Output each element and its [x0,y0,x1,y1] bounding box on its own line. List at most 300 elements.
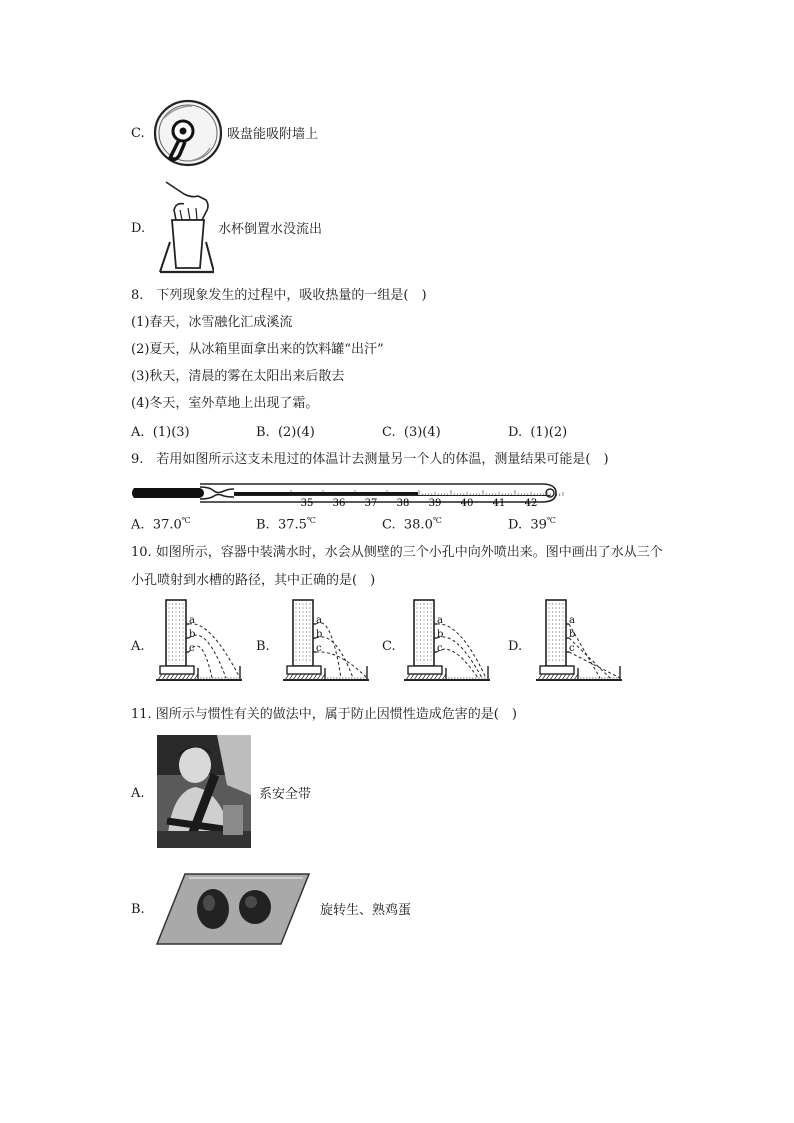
water-dot [302,647,303,648]
unit-label: ℃ [432,516,442,525]
question-11-option-a-text: 系安全带 [259,787,312,802]
water-dot [555,623,556,624]
water-dot [295,615,296,616]
question-9-option-c[interactable] [382,517,442,531]
water-dot [168,623,169,624]
water-dot [416,659,417,660]
water-dot [306,643,307,644]
hole-label: b [189,629,196,640]
water-dot [179,643,180,644]
question-10-stem-1: 10. 如图所示，容器中装满水时，水会从侧壁的三个小孔中向外喷出来。图中画出了水从三个 [131,545,663,560]
water-dot [562,611,563,612]
water-dot [168,607,169,608]
water-dot [182,615,183,616]
water-dot [172,651,173,652]
water-dot [552,615,553,616]
water-dot [427,627,428,628]
water-dot [302,635,303,636]
question-9-option-b[interactable] [256,517,316,531]
question-8-line-4: (4)冬天，室外草地上出现了霜。 [131,396,319,411]
water-dot [416,623,417,624]
water-dot [562,615,563,616]
question-11-option-b-letter[interactable]: B. [131,902,145,917]
water-dot [309,639,310,640]
water-dot [182,611,183,612]
water-dot [552,623,553,624]
water-dot [299,623,300,624]
water-dot [548,659,549,660]
water-dot [420,639,421,640]
water-dot [302,623,303,624]
spinning-eggs-icon [155,868,311,948]
hole-label: c [316,643,322,654]
question-8-option-b[interactable] [256,426,315,439]
water-dot [172,659,173,660]
water-dot [172,623,173,624]
water-dot [416,639,417,640]
water-dot [562,627,563,628]
water-dot [430,639,431,640]
water-dot [182,603,183,604]
water-dot [295,643,296,644]
water-dot [427,635,428,636]
water-dot [562,643,563,644]
water-dot [416,619,417,620]
water-dot [548,603,549,604]
water-dot [559,655,560,656]
water-dot [175,655,176,656]
water-dot [427,615,428,616]
hole-label: b [437,629,444,640]
water-dot [420,655,421,656]
water-dot [559,631,560,632]
water-dot [302,627,303,628]
option-text: (2)(4) [277,425,315,440]
water-dot [295,619,296,620]
water-dot [299,619,300,620]
water-dot [423,603,424,604]
hole-label: a [189,615,195,626]
water-dot [562,647,563,648]
water-dot [172,655,173,656]
water-dot [423,615,424,616]
option-value: 38.0 [403,517,433,533]
water-dot [306,619,307,620]
question-9-option-d[interactable] [508,517,556,531]
water-dot [420,659,421,660]
water-dot [179,651,180,652]
water-dot [552,659,553,660]
water-dot [548,619,549,620]
water-dot [423,651,424,652]
water-dot [182,627,183,628]
water-dot [555,639,556,640]
water-dot [179,615,180,616]
water-dot [423,643,424,644]
water-dot [309,647,310,648]
question-10-option-c-letter[interactable]: C. [382,639,396,654]
water-dot [182,647,183,648]
hole-label: b [569,629,576,640]
water-dot [299,647,300,648]
water-dot [168,655,169,656]
option-letter: C. [382,517,396,533]
water-dot [427,607,428,608]
water-jet-figure-b [281,598,371,690]
water-dot [420,607,421,608]
hole-label: a [569,615,575,626]
water-jet-path [189,624,240,678]
option-7c-text: 吸盘能吸附墙上 [227,127,319,142]
water-dot [302,619,303,620]
water-dot [299,603,300,604]
water-dot [427,647,428,648]
water-dot [430,643,431,644]
water-dot [179,623,180,624]
water-dot [548,607,549,608]
water-dot [168,615,169,616]
water-dot [172,603,173,604]
water-dot [427,631,428,632]
water-dot [555,603,556,604]
option-letter: C. [382,425,396,440]
water-dot [430,623,431,624]
water-dot [179,607,180,608]
water-dot [427,659,428,660]
hole-label: c [189,643,195,654]
water-dot [172,627,173,628]
water-dot [552,639,553,640]
hole-label: a [437,615,443,626]
water-dot [302,639,303,640]
inverted-cup-icon [154,180,214,276]
question-10-stem-2: 小孔喷射到水槽的路径，其中正确的是( ) [131,573,376,588]
water-dot [309,655,310,656]
tick-label: 35 [300,498,314,509]
water-dot [555,643,556,644]
water-dot [423,631,424,632]
question-9-option-a[interactable] [131,517,191,531]
water-dot [420,651,421,652]
water-dot [295,603,296,604]
question-11-option-a-letter[interactable]: A. [131,786,145,801]
water-dot [182,651,183,652]
water-dot [559,603,560,604]
water-dot [295,627,296,628]
water-dot [562,635,563,636]
water-dot [182,639,183,640]
tick-label: 41 [492,498,506,509]
question-9-stem: 9. 若用如图所示这支未甩过的体温计去测量另一个人的体温，测量结果可能是( ) [131,452,609,467]
water-dot [168,639,169,640]
suction-cup-icon [152,98,224,168]
question-10-option-d-letter[interactable]: D. [508,639,523,654]
option-7d-letter: D. [131,221,146,236]
water-dot [548,623,549,624]
question-11-option-b-text: 旋转生、熟鸡蛋 [320,903,412,918]
water-dot [179,619,180,620]
water-dot [295,647,296,648]
water-dot [559,647,560,648]
water-dot [179,655,180,656]
water-dot [562,659,563,660]
water-dot [559,627,560,628]
water-dot [309,635,310,636]
water-dot [299,643,300,644]
water-dot [306,659,307,660]
water-dot [559,619,560,620]
water-dot [552,627,553,628]
water-dot [179,627,180,628]
water-dot [306,627,307,628]
water-dot [172,639,173,640]
water-dot [299,611,300,612]
water-dot [299,655,300,656]
water-dot [309,607,310,608]
water-dot [420,647,421,648]
hole-label: a [316,615,322,626]
water-dot [430,655,431,656]
container-base [408,666,442,674]
water-dot [172,619,173,620]
water-dot [302,603,303,604]
water-dot [555,615,556,616]
water-dot [430,627,431,628]
water-dot [548,651,549,652]
tick-label: 42 [524,498,538,509]
water-dot [306,647,307,648]
option-letter: D. [508,517,523,533]
water-dot [562,603,563,604]
water-dot [548,611,549,612]
water-dot [306,611,307,612]
water-dot [427,623,428,624]
water-dot [416,651,417,652]
water-dot [299,659,300,660]
water-dot [172,643,173,644]
water-dot [306,655,307,656]
water-dot [175,635,176,636]
question-11-stem: 11. 图所示与惯性有关的做法中，属于防止因惯性造成危害的是( ) [131,707,517,722]
water-dot [559,611,560,612]
water-dot [295,635,296,636]
water-dot [555,611,556,612]
water-dot [302,659,303,660]
water-dot [182,659,183,660]
option-value: 39 [530,517,547,533]
water-dot [552,611,553,612]
water-dot [559,639,560,640]
question-8-line-3: (3)秋天，清晨的雾在太阳出来后散去 [131,369,345,384]
water-dot [302,655,303,656]
water-dot [295,607,296,608]
water-dot [175,659,176,660]
water-dot [302,607,303,608]
water-dot [182,631,183,632]
water-dot [423,623,424,624]
water-dot [430,659,431,660]
option-letter: B. [256,517,270,533]
water-dot [555,651,556,652]
water-dot [559,615,560,616]
water-dot [427,603,428,604]
water-dot [179,635,180,636]
option-letter: D. [508,425,523,440]
water-dot [306,623,307,624]
water-dot [548,639,549,640]
water-dot [175,607,176,608]
water-dot [427,639,428,640]
water-dot [302,615,303,616]
question-8-option-c[interactable] [382,426,441,439]
water-dot [416,627,417,628]
water-dot [172,635,173,636]
water-dot [172,615,173,616]
water-dot [295,655,296,656]
water-dot [559,635,560,636]
water-dot [555,619,556,620]
water-dot [168,611,169,612]
water-dot [309,619,310,620]
water-dot [175,619,176,620]
water-dot [423,607,424,608]
water-dot [416,631,417,632]
water-dot [423,639,424,640]
option-letter: A. [131,517,145,533]
water-dot [302,651,303,652]
hole-label: c [569,643,575,654]
water-dot [552,647,553,648]
water-dot [430,647,431,648]
water-dot [423,619,424,620]
water-dot [548,635,549,636]
water-dot [423,611,424,612]
water-dot [416,607,417,608]
water-dot [423,627,424,628]
water-dot [175,643,176,644]
water-dot [427,619,428,620]
tick-label: 39 [428,498,442,509]
water-dot [416,643,417,644]
seatbelt-photo-icon [157,735,251,848]
water-dot [430,603,431,604]
water-dot [552,619,553,620]
water-dot [416,603,417,604]
water-dot [423,659,424,660]
water-dot [562,651,563,652]
water-dot [427,611,428,612]
water-dot [295,651,296,652]
water-dot [430,651,431,652]
option-text: (1)(2) [530,425,568,440]
question-8-option-d[interactable] [508,426,567,439]
water-dot [168,651,169,652]
unit-label: ℃ [546,516,556,525]
water-dot [420,615,421,616]
water-dot [552,631,553,632]
water-dot [430,631,431,632]
water-dot [175,615,176,616]
water-dot [416,611,417,612]
water-dot [175,611,176,612]
water-jet-path [437,649,478,678]
water-dot [552,607,553,608]
water-dot [172,647,173,648]
water-dot [548,655,549,656]
water-dot [548,627,549,628]
water-dot [172,607,173,608]
clinical-thermometer-figure [128,476,564,510]
water-dot [306,603,307,604]
option-letter: B. [256,425,270,440]
water-dot [559,607,560,608]
water-dot [562,623,563,624]
tick-label: 36 [332,498,346,509]
water-dot [552,651,553,652]
water-dot [168,643,169,644]
water-dot [420,635,421,636]
option-text: (3)(4) [403,425,441,440]
water-dot [299,615,300,616]
water-dot [306,631,307,632]
water-dot [309,627,310,628]
water-dot [179,639,180,640]
water-dot [299,627,300,628]
water-dot [309,659,310,660]
water-dot [182,623,183,624]
water-dot [423,635,424,636]
water-jet-figure-a [154,598,244,690]
question-8-stem: 8. 下列现象发生的过程中，吸收热量的一组是( ) [131,288,427,303]
water-dot [430,615,431,616]
water-dot [420,611,421,612]
water-dot [555,631,556,632]
container-base [540,666,574,674]
water-dot [175,631,176,632]
water-jet-path [437,624,486,678]
water-dot [552,655,553,656]
container-base [160,666,194,674]
water-dot [559,643,560,644]
hole-label: c [437,643,443,654]
water-dot [309,623,310,624]
water-dot [555,627,556,628]
water-dot [420,643,421,644]
water-dot [309,651,310,652]
water-dot [295,639,296,640]
question-8-option-a[interactable] [131,426,190,439]
water-dot [168,619,169,620]
question-8-line-1: (1)春天，冰雪融化汇成溪流 [131,315,293,330]
question-10-option-b-letter[interactable]: B. [256,639,270,654]
tick-label: 37 [364,498,378,509]
water-dot [427,655,428,656]
question-10-option-a-letter[interactable]: A. [131,639,145,654]
water-dot [179,631,180,632]
water-dot [299,639,300,640]
unit-label: ℃ [181,516,191,525]
water-dot [182,655,183,656]
question-8-line-2: (2)夏天，从冰箱里面拿出来的饮料罐“出汗” [131,342,384,357]
water-dot [555,659,556,660]
water-dot [555,655,556,656]
water-dot [295,623,296,624]
option-7d-text: 水杯倒置水没流出 [218,222,323,237]
option-7c-letter: C. [131,126,145,141]
option-value: 37.0 [152,517,182,533]
water-dot [179,603,180,604]
water-dot [179,611,180,612]
